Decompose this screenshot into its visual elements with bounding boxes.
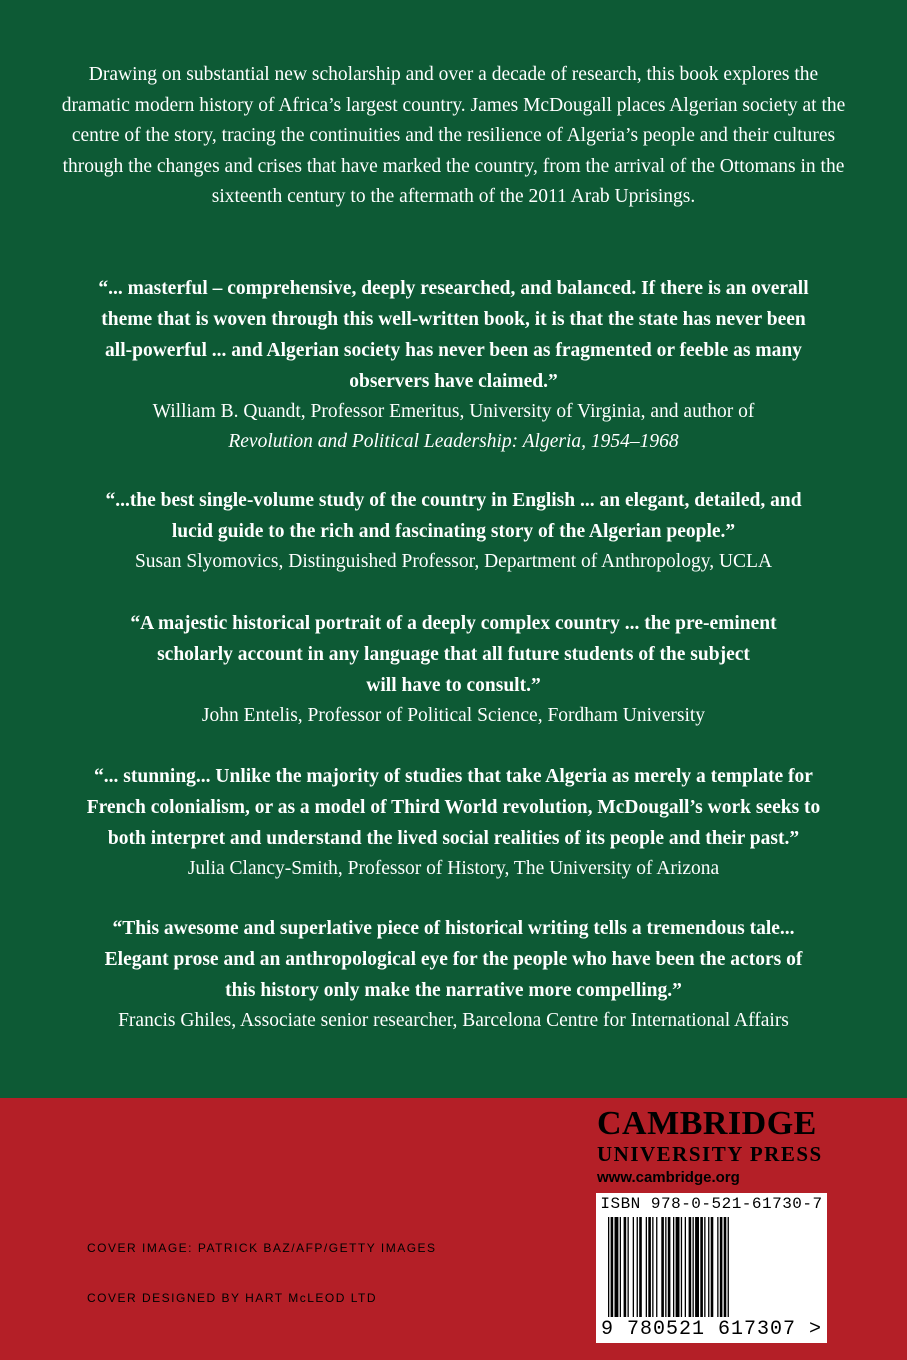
quote-line: all-powerful ... and Algerian society has never been as fragmented or feeble as many (105, 340, 802, 361)
barcode-bar (695, 1217, 699, 1317)
quote-line: will have to consult.” (366, 675, 541, 696)
barcode-bar (724, 1217, 727, 1317)
barcode-bar (633, 1217, 634, 1317)
barcode-bar (720, 1217, 723, 1317)
review-quote-2 (50, 485, 857, 577)
review-quote-3 (50, 608, 857, 731)
barcode-bar (615, 1217, 619, 1317)
barcode-bar (648, 1217, 651, 1317)
quote-line: French colonialism, or as a model of Third World revolution, McDougall’s work seeks to (86, 797, 821, 818)
barcode-bar (693, 1217, 694, 1317)
quote-line: lucid guide to the rich and fascinating story of the Algerian people.” (171, 521, 736, 542)
cover-image-credit: COVER IMAGE: PATRICK BAZ/AFP/GETTY IMAGES (87, 1241, 437, 1255)
barcode-bar (656, 1217, 657, 1317)
barcode-bar (639, 1217, 642, 1317)
barcode-bar (728, 1217, 729, 1317)
quote-line: “... stunning... Unlike the majority of studies that take Algeria as merely a template for (94, 766, 813, 787)
barcode-bar (676, 1217, 680, 1317)
quote-work-title: Revolution and Political Leadership: Algeria, 1954–1968 (228, 431, 679, 452)
publisher-subtitle: UNIVERSITY PRESS (597, 1142, 823, 1166)
barcode-bar (646, 1217, 647, 1317)
barcode-bar (668, 1217, 671, 1317)
barcode-bar (704, 1217, 705, 1317)
barcode-bar (681, 1217, 682, 1317)
barcode-bar (628, 1217, 629, 1317)
barcode-bar (624, 1217, 627, 1317)
barcode-bar (708, 1217, 709, 1317)
quote-line: observers have claimed.” (349, 371, 558, 392)
publisher-url: www.cambridge.org (597, 1169, 740, 1186)
quote-line: “A majestic historical portrait of a deeply complex country ... the pre-eminent (130, 613, 777, 634)
barcode-bar (637, 1217, 638, 1317)
quote-attribution: Julia Clancy-Smith, Professor of History, The University of Arizona (187, 858, 720, 879)
quote-attribution: Francis Ghiles, Associate senior researcher, Barcelona Centre for International Affairs (118, 1010, 789, 1031)
book-blurb: Drawing on substantial new scholarship and over a decade of research, this book explores the dramatic modern history of Africa’s largest country. James McDougall places Algerian society at the centre of the story, tracing the continuities and the resilience of Algeria’s people and their cultures through the changes and crises that have marked the country, from the arrival of the Ottomans in the sixteenth century to the aftermath of the 2011 Arab Uprisings. (61, 64, 846, 207)
cover-design-credit: COVER DESIGNED BY HART McLEOD LTD (87, 1291, 377, 1305)
publisher-name: CAMBRIDGE (597, 1105, 817, 1142)
barcode-bars (606, 1217, 817, 1317)
quote-line: this history only make the narrative more compelling.” (225, 980, 682, 1001)
publisher-logo (597, 1105, 837, 1189)
barcode-bar (665, 1217, 666, 1317)
barcode-bar (685, 1217, 686, 1317)
barcode-bar (689, 1217, 692, 1317)
isbn-digits: 9 780521 617307 > (600, 1318, 823, 1341)
quote-line: Elegant prose and an anthropological eye for the people who have been the actors of (104, 949, 803, 970)
review-quote-4 (50, 761, 857, 884)
quote-line: scholarly account in any language that all future students of the subject (157, 644, 750, 665)
barcode-bar (661, 1217, 664, 1317)
review-quote-1 (50, 273, 857, 457)
quote-line: theme that is woven through this well-written book, it is that the state has never been (101, 309, 806, 330)
barcode-bar (608, 1217, 609, 1317)
quote-line: “This awesome and superlative piece of historical writing tells a tremendous tale... (112, 918, 795, 939)
quote-attribution: Susan Slyomovics, Distinguished Professor, Department of Anthropology, UCLA (134, 551, 773, 572)
barcode-bar (711, 1217, 714, 1317)
barcode-bar (673, 1217, 674, 1317)
isbn-barcode (596, 1193, 827, 1343)
quote-attribution: William B. Quandt, Professor Emeritus, University of Virginia, and author of (152, 401, 755, 422)
review-quote-5 (50, 913, 857, 1036)
barcode-bar (611, 1217, 614, 1317)
barcode-bar (620, 1217, 621, 1317)
quote-attribution: John Entelis, Professor of Political Science, Fordham University (201, 705, 706, 726)
quote-line: “... masterful – comprehensive, deeply researched, and balanced. If there is an overall (98, 278, 809, 299)
quote-line: both interpret and understand the lived social realities of its people and their past.” (107, 828, 800, 849)
barcode-bar (717, 1217, 718, 1317)
barcode-bar (700, 1217, 703, 1317)
quote-line: “...the best single-volume study of the country in English ... an elegant, detailed, and (105, 490, 802, 511)
barcode-bar (652, 1217, 653, 1317)
isbn-label: ISBN 978-0-521-61730-7 (600, 1195, 823, 1213)
